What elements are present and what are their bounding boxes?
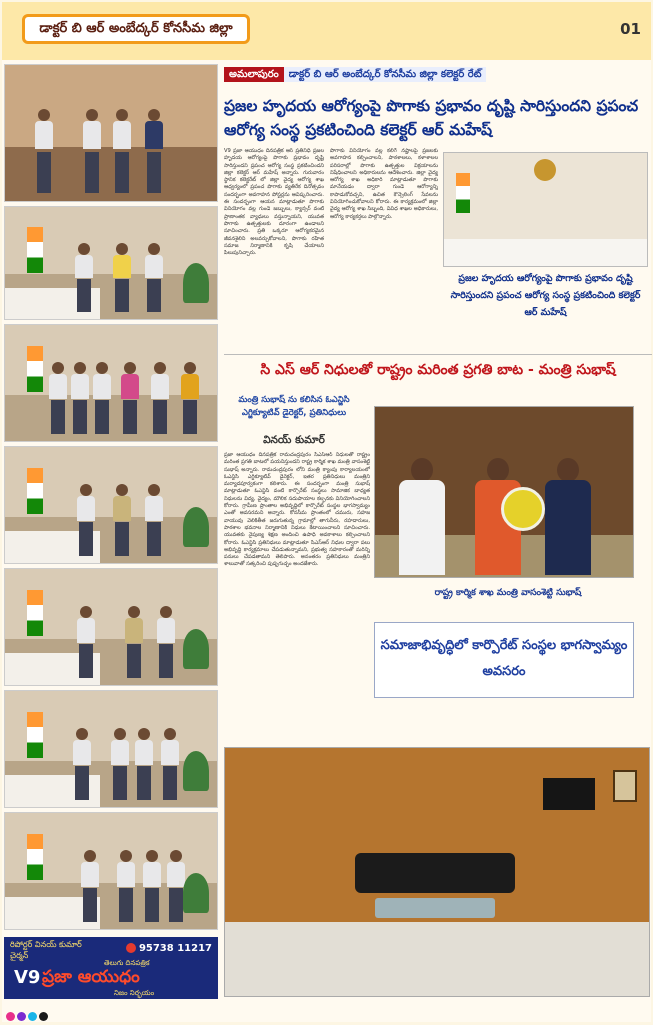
article2-box-headline: సమాజాభివృద్ధిలో కార్పొరేట్ సంస్థల భాగస్వామ్యం అవసరం	[374, 622, 634, 698]
strip-photo	[4, 206, 218, 320]
page-number: 01	[620, 20, 641, 38]
dateline-place: అమలాపురం	[224, 67, 284, 82]
article1-column-2: పొగాకు వినియోగం వల్ల కలిగే నష్టాలపై ప్రజలకు అవగాహన కల్పించాలని, పాఠశాలలు, కళాశాలల పరిసరాల్లో పొగాకు ఉత్పత్తుల విక్రయాలను నిషేధించాలని అధికారులను ఆదేశించారు. జిల్లా వైద్య ఆరోగ్య శాఖ అధికారి మాట్లాడుతూ పొగాకు మానేయడం ద్వారా గుండె ఆరోగ్యాన్ని కాపాడుకోవచ్చని, ఉచిత కౌన్సెలింగ్ సేవలను వినియోగించుకోవాలని కోరారు. ఈ కార్యక్రమంలో జిల్లా వైద్య ఆరోగ్య శాఖ సిబ్బంది, వివిధ శాఖల అధికారులు, ఆరోగ్య కార్యకర్తలు పాల్గొన్నారు.	[330, 148, 438, 220]
dot-purple	[17, 1012, 26, 1021]
divider	[224, 354, 652, 355]
masthead	[2, 2, 651, 60]
dot-blue	[28, 1012, 37, 1021]
article1-dateline	[224, 68, 486, 86]
page-frame	[2, 2, 651, 1022]
brand-slogan: నిజం నిర్భయం	[114, 989, 155, 997]
article1-headline: ప్రజల హృదయ ఆరోగ్యంపై పొగాకు ప్రభావం దృష్టి సారిస్తుందని ప్రపంచ ఆరోగ్య సంస్థ ప్రకటించింది కలెక్టర్ ఆర్ మహేష్	[224, 97, 639, 139]
reporter-role: చైర్మన్	[10, 951, 29, 960]
article2-photo	[374, 406, 634, 578]
strip-photo	[4, 568, 218, 686]
article2-subheadline: మంత్రి సుభాష్ ను కలిసిన ఓఎన్జిసి ఎగ్జిక్యూటివ్ డైరెక్టర్, ప్రతినిధులు	[238, 395, 350, 418]
article2-byline: వినయ్ కుమార్	[263, 434, 325, 446]
strip-photo	[4, 64, 218, 202]
dot-pink	[6, 1012, 15, 1021]
district-title: డాక్టర్ బి ఆర్ అంబేద్కర్ కోనసీమ జిల్లా	[22, 14, 250, 44]
dot-black	[39, 1012, 48, 1021]
strip-photo	[4, 324, 218, 442]
strip-photo	[4, 446, 218, 564]
article1-photo-caption: ప్రజల హృదయ ఆరోగ్యంపై పొగాకు ప్రభావం దృష్టి సారిస్తుందని ప్రపంచ ఆరోగ్య సంస్థ ప్రకటించింది కలెక్టర్ ఆర్ మహేష్	[450, 273, 641, 318]
logo-v9: V9	[14, 967, 41, 988]
phone-text: 95738 11217	[138, 943, 212, 954]
color-dots	[6, 1006, 50, 1025]
dateline-kicker: డాక్టర్ బి ఆర్ అంబేద్కర్ కోనసీమ జిల్లా కలెక్టర్ రేట్	[284, 67, 487, 82]
article1-column-1: V9 ప్రజా ఆయుధం దినపత్రిక ఆర్ ప్రతినిధి ప్రజల హృదయ ఆరోగ్యంపై పొగాకు ప్రభావం దృష్టి సారిస్తుందని ప్రపంచ ఆరోగ్య సంస్థ ప్రకటించిందని జిల్లా కలెక్టర్ ఆర్ మహేష్ అన్నారు. గురువారం స్థానిక కలెక్టరేట్ లో జిల్లా వైద్య ఆరోగ్య శాఖ ఆధ్వర్యంలో ప్రపంచ పొగాకు వ్యతిరేక దినోత్సవం సందర్భంగా అవగాహన పోస్టర్లను ఆవిష్కరించారు. ఈ సందర్భంగా ఆయన మాట్లాడుతూ పొగాకు వినియోగం వల్ల గుండె జబ్బులు, క్యాన్సర్ వంటి ప్రాణాంతక వ్యాధులు వస్తున్నాయని, యువత పొగాకు ఉత్పత్తులకు దూరంగా ఉండాలని సూచించారు. ప్రతి ఒక్కరూ ఆరోగ్యకరమైన జీవనశైలిని అలవర్చుకోవాలని, పొగాకు రహిత సమాజ నిర్మాణానికి కృషి చేయాలని పిలుపునిచ్చారు.	[224, 148, 324, 257]
phone-number	[126, 943, 212, 954]
publisher-brand	[4, 937, 218, 999]
brand-tagline: తెలుగు దినపత్రిక	[104, 959, 150, 967]
reporter-name: రిపోర్టర్ వినయ్ కుమార్	[10, 940, 82, 949]
article2-headline: సి ఎస్ ఆర్ నిధులతో రాష్ట్రం మరింత ప్రగతి బాట - మంత్రి సుభాష్	[260, 362, 616, 378]
logo-name: ప్రజా ఆయుధం	[42, 967, 140, 987]
article2-photo-caption: రాష్ట్ర కార్మిక శాఖ మంత్రి వాసంశెట్టి సుభాష్	[434, 588, 582, 598]
strip-photo	[4, 690, 218, 808]
article1-photo	[443, 152, 648, 267]
phone-icon	[126, 943, 136, 953]
article2-body: ప్రజా ఆయుధం దినపత్రిక రామచంద్రపురం సిఎస్ఆర్ నిధులతో రాష్ట్రం మరింత ప్రగతి బాటలో పయనిస్తుందని రాష్ట్ర కార్మిక శాఖ మంత్రి వాసంశెట్టి సుభాష్ అన్నారు. రామచంద్రపురం లోని మంత్రి క్యాంపు కార్యాలయంలో ఓఎన్జిసి ఎగ్జిక్యూటివ్ డైరెక్టర్, ఇతర ప్రతినిధులు మంత్రిని మర్యాదపూర్వకంగా కలిశారు. ఈ సందర్భంగా మంత్రి సుభాష్ మాట్లాడుతూ ఓఎన్జిసి వంటి కార్పొరేట్ సంస్థలు సామాజిక బాధ్యత నిధులను విద్య, వైద్యం, మౌలిక సదుపాయాల కల్పనకు వినియోగించాలని కోరారు. గ్రామీణ ప్రాంతాల అభివృద్ధిలో కార్పొరేట్ సంస్థల భాగస్వామ్యం ఎంతో అవసరమని అన్నారు. కోనసీమ ప్రాంతంలో చమురు, సహజ వాయువు వెలికితీత జరుగుతున్న గ్రామాల్లో తాగునీరు, రహదారులు, పాఠశాల భవనాల నిర్మాణానికి నిధులు కేటాయించాలని సూచించారు. యువతకు నైపుణ్య శిక్షణ అందించి ఉపాధి అవకాశాలు కల్పించాలని కోరారు. ఓఎన్జిసి ప్రతినిధులు మాట్లాడుతూ సిఎస్ఆర్ నిధుల ద్వారా పలు అభివృద్ధి కార్యక్రమాలు చేపడుతున్నామని, ప్రభుత్వ సహకారంతో మరిన్ని పనులు చేపడతామని తెలిపారు. అనంతరం ప్రతినిధులు మంత్రిని శాలువాతో సత్కరించి పుష్పగుచ్ఛం అందజేశారు.	[224, 452, 370, 568]
meeting-photo	[224, 747, 650, 997]
strip-photo	[4, 812, 218, 930]
